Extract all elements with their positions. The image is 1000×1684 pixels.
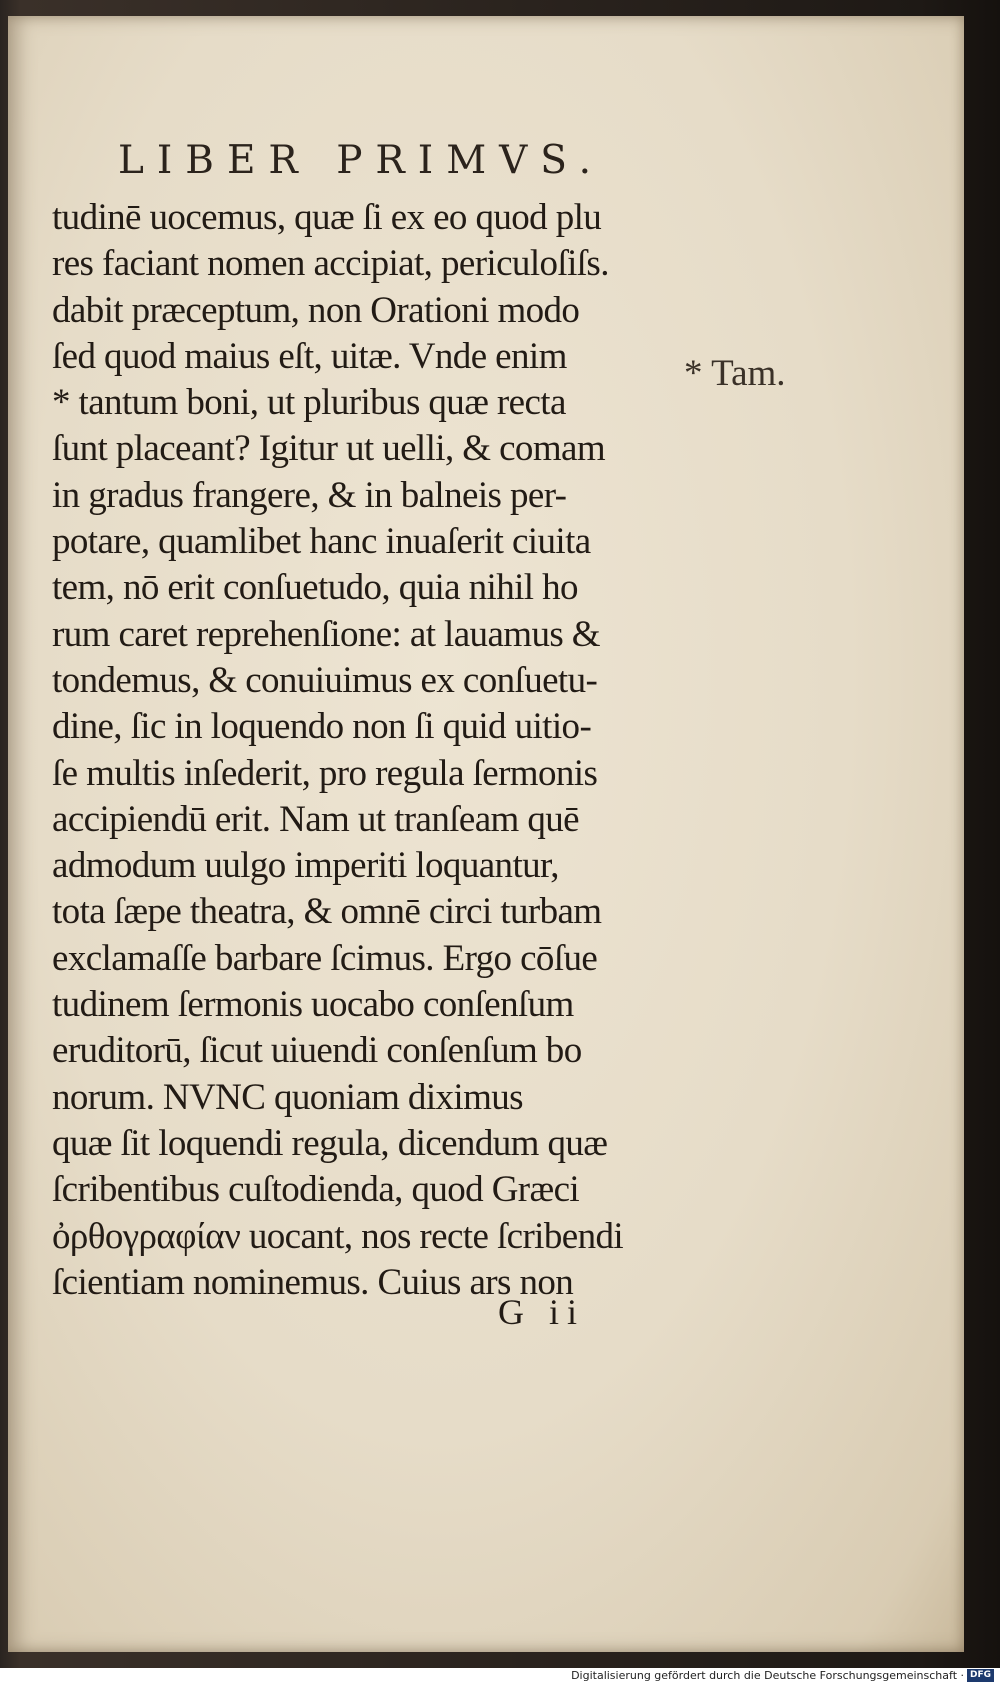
text-line: tota ſæpe theatra, & omnē circi turbam xyxy=(52,891,602,933)
text-line: ſunt placeant? Igitur ut uelli, & comam xyxy=(52,428,606,470)
text-line: quæ ſit loquendi regula, dicendum quæ xyxy=(52,1122,608,1164)
text-line: ſcientiam nominemus. Cuius ars non xyxy=(52,1261,574,1303)
text-line: tudinē uocemus, quæ ſi ex eo quod plu xyxy=(52,197,602,238)
text-line: ſed quod maius eſt, uitæ. Vnde enim xyxy=(52,335,567,377)
text-line: admodum uulgo imperiti loquantur, xyxy=(52,845,559,887)
dfg-logo-icon: DFG xyxy=(967,1669,994,1682)
text-line: ſcribentibus cuſtodienda, quod Græci xyxy=(52,1169,580,1211)
text-line: ὀρθογραφίαν uocant, nos recte ſcribendi xyxy=(52,1215,624,1257)
text-line: ſe multis inſederit, pro regula ſermonis xyxy=(52,752,598,794)
text-line: in gradus frangere, & in balneis per- xyxy=(52,474,567,516)
signature-mark: G ii xyxy=(498,1292,586,1332)
footer-credit: Digitalisierung gefördert durch die Deutsche Forschungsgemeinschaft · xyxy=(571,1669,964,1682)
text-line: eruditorū, ſicut uiuendi conſenſum bo xyxy=(52,1030,582,1072)
text-line: rum caret reprehenſione: at lauamus & xyxy=(52,613,600,655)
text-line: tem, nō erit conſuetudo, quia nihil ho xyxy=(52,567,578,609)
text-line: potare, quamlibet hanc inuaſerit ciuita xyxy=(52,521,591,563)
text-line: norum. NVNC quoniam diximus xyxy=(52,1076,523,1118)
text-line: accipiendū erit. Nam ut tranſeam quē xyxy=(52,798,580,840)
text-line: exclamaſſe barbare ſcimus. Ergo cōſue xyxy=(52,937,598,979)
text-line: res faciant nomen accipiat, periculoſiſs. xyxy=(52,243,609,285)
text-line: tudinem ſermonis uocabo conſenſum xyxy=(52,984,574,1026)
text-line: dine, ſic in loquendo non ſi quid uitio- xyxy=(52,706,592,748)
marginal-note: * Tam. xyxy=(684,353,786,394)
text-block xyxy=(52,195,692,1306)
text-line: * tantum boni, ut pluribus quæ recta xyxy=(52,382,566,424)
text-line: tondemus, & conuiuimus ex conſuetu- xyxy=(52,659,598,701)
text-line: dabit præceptum, non Orationi modo xyxy=(52,289,580,331)
running-head: LIBER PRIMVS. xyxy=(118,138,605,183)
